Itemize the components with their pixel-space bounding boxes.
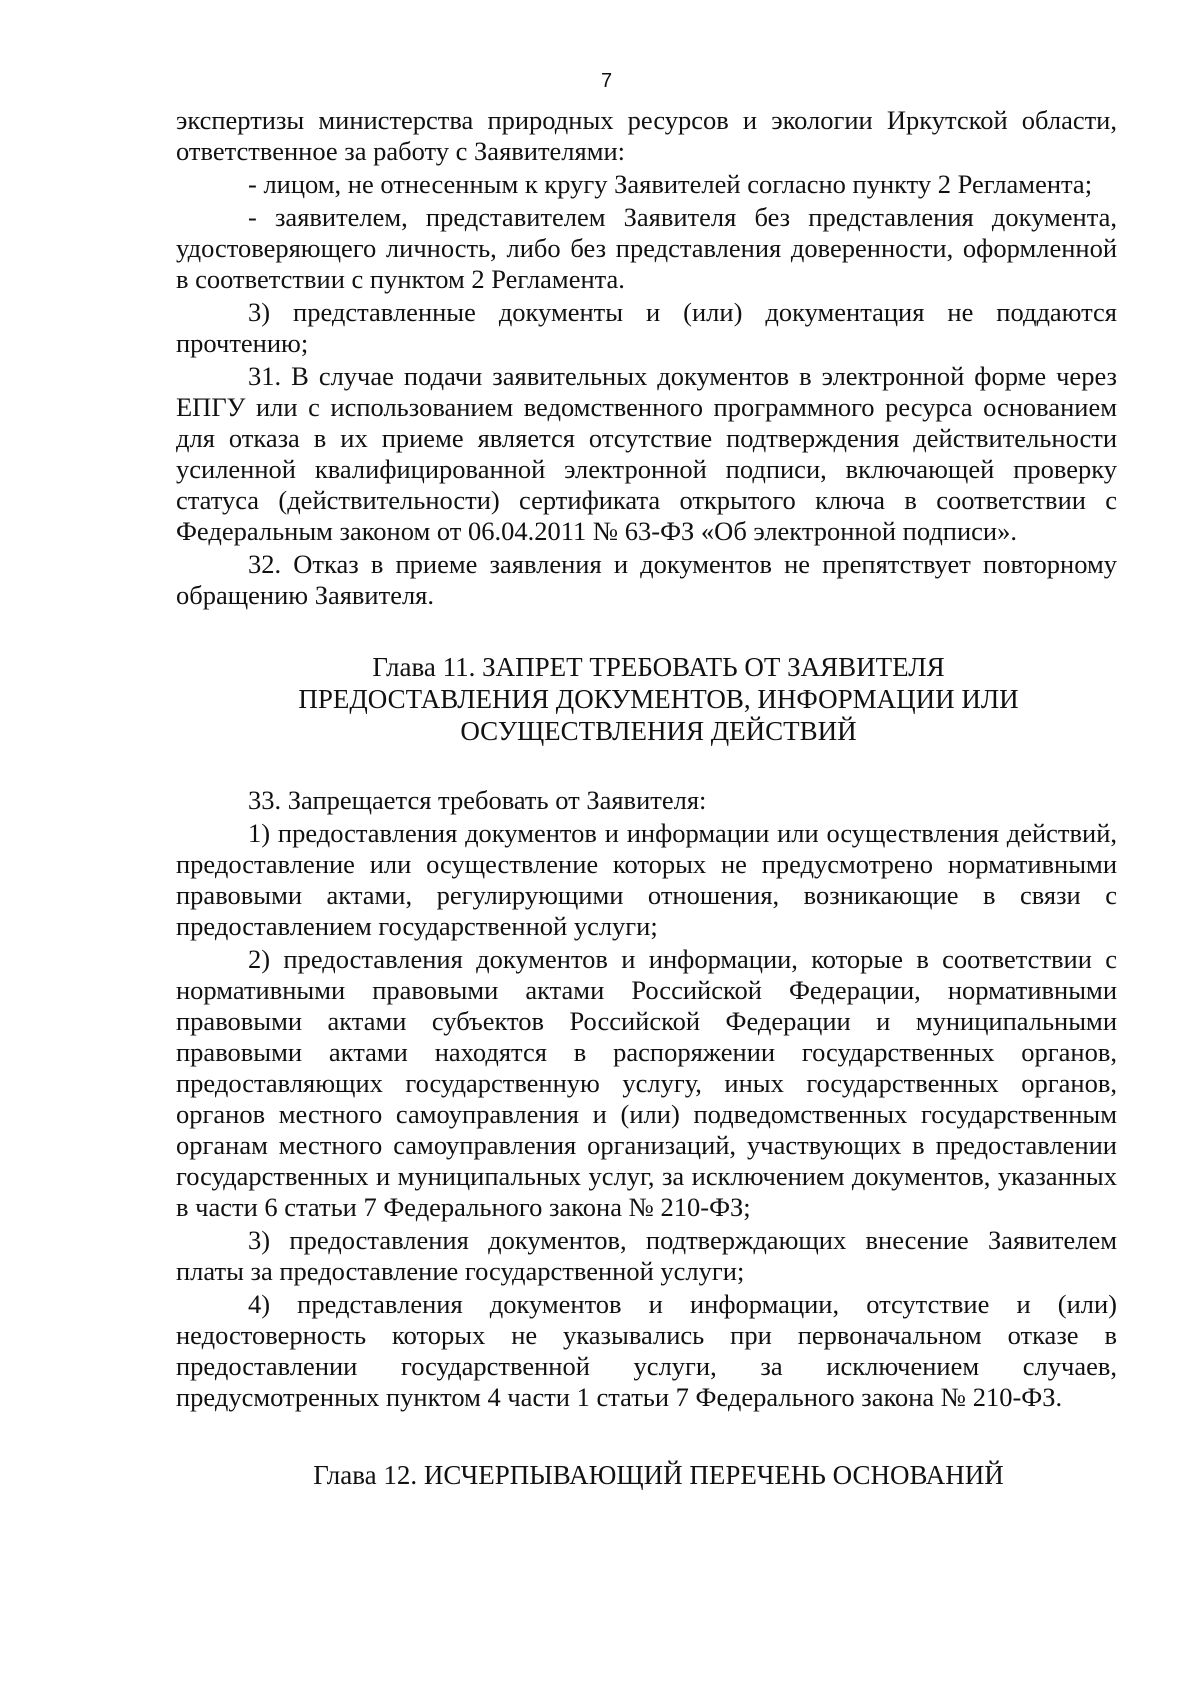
paragraph: 1) предоставления документов и информации или осуществления действий, предоставление или осуществление которых не предусмотрено нормативными правовыми актами, регулирующими отношения, возникающие в связи с предоставлением государственной услуги; xyxy=(176,818,1117,941)
paragraph: 4) представления документов и информации, отсутствие и (или) недостоверность которых не указывались при первоначальном отказе в предоставлении государственной услуги, за исключением случаев, предусмотренных пунктом 4 части 1 статьи 7 Федерального закона № 210-ФЗ. xyxy=(176,1289,1117,1412)
chapter-heading-line: Глава 12. ИСЧЕРПЫВАЮЩИЙ ПЕРЕЧЕНЬ ОСНОВАНИЙ xyxy=(313,1460,1004,1490)
chapter-heading-line: ПРЕДОСТАВЛЕНИЯ ДОКУМЕНТОВ, ИНФОРМАЦИИ ИЛИ xyxy=(298,684,1019,714)
paragraph: - заявителем, представителем Заявителя без представления документа, удостоверяющего личность, либо без представления доверенности, оформленной в соответствии с пунктом 2 Регламента. xyxy=(176,202,1117,294)
chapter-12-heading xyxy=(188,1459,1129,1491)
chapter-heading-line: Глава 11. ЗАПРЕТ ТРЕБОВАТЬ ОТ ЗАЯВИТЕЛЯ xyxy=(372,652,945,682)
paragraph: 32. Отказ в приеме заявления и документов не препятствует повторному обращению Заявителя. xyxy=(176,549,1117,610)
chapter-11-heading xyxy=(188,651,1129,747)
paragraph: 31. В случае подачи заявительных документов в электронной форме через ЕПГУ или с использованием ведомственного программного ресурса основанием для отказа в их приеме является отсутствие подтверждения действительности усиленной квалифицированной электронной подписи, включающей проверку статуса (действительности) сертификата открытого ключа в соответствии с Федеральным законом от 06.04.2011 № 63-ФЗ «Об электронной подписи». xyxy=(176,361,1117,546)
page-number: 7 xyxy=(600,70,613,92)
paragraph: 3) предоставления документов, подтверждающих внесение Заявителем платы за предоставление государственной услуги; xyxy=(176,1225,1117,1286)
paragraph: 33. Запрещается требовать от Заявителя: xyxy=(248,785,707,815)
paragraph: 2) предоставления документов и информации, которые в соответствии с нормативными правовыми актами Российской Федерации, нормативными правовыми актами субъектов Российской Федерации и муниципальными правовыми актами находятся в распоряжении государственных органов, предоставляющих государственную услугу, иных государственных органов, органов местного самоуправления и (или) подведомственных государственным органам местного самоуправления организаций, участвующих в предоставлении государственных и муниципальных услуг, за исключением документов, указанных в части 6 статьи 7 Федерального закона № 210-ФЗ; xyxy=(176,944,1117,1222)
paragraph: экспертизы министерства природных ресурсов и экологии Иркутской области, ответственное за работу с Заявителями: xyxy=(176,105,1117,166)
paragraph: 3) представленные документы и (или) документация не поддаются прочтению; xyxy=(176,297,1117,358)
paragraph: - лицом, не отнесенным к кругу Заявителей согласно пункту 2 Регламента; xyxy=(248,169,1093,199)
chapter-heading-line: ОСУЩЕСТВЛЕНИЯ ДЕЙСТВИЙ xyxy=(460,716,857,746)
